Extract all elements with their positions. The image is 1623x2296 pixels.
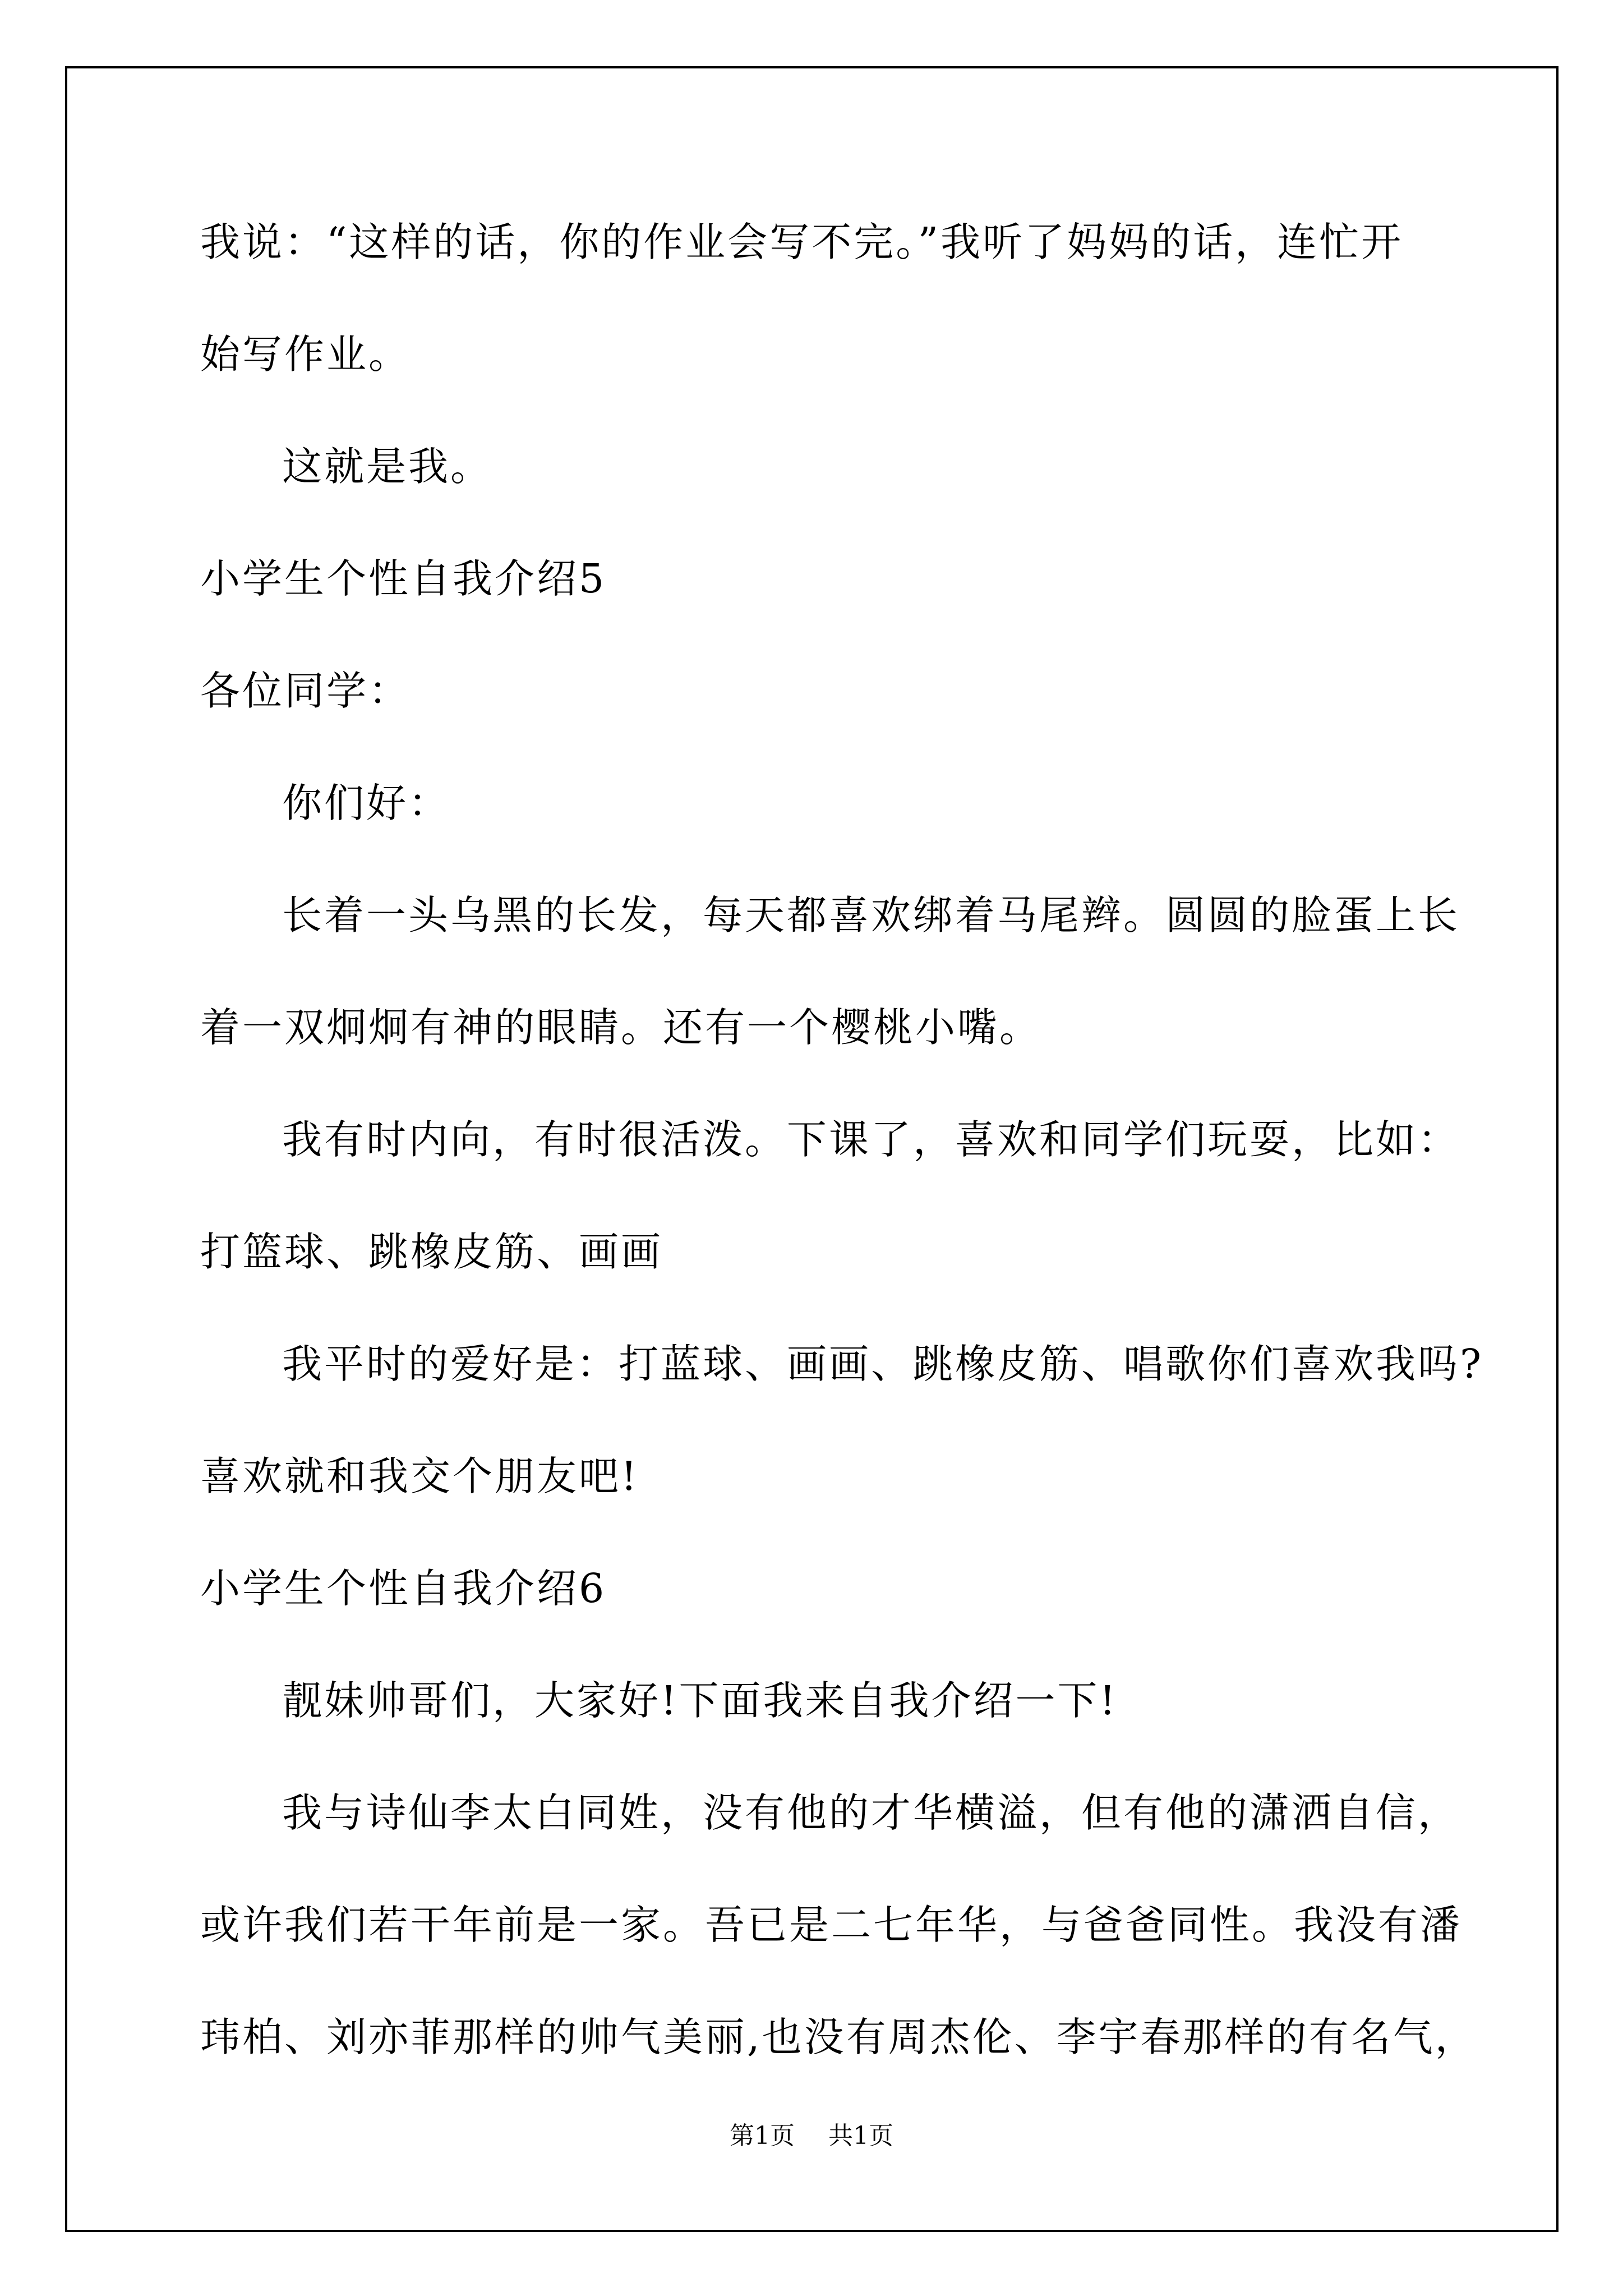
paragraph-line: 靓妹帅哥们，大家好!下面我来自我介绍一下! <box>282 1677 1118 1724</box>
section-heading: 小学生个性自我介绍5 <box>200 555 607 602</box>
paragraph-line: 我说：“这样的话，你的作业会写不完。”我听了妈妈的话，连忙开 <box>200 219 1404 265</box>
paragraph-line: 始写作业。 <box>200 331 411 378</box>
page-footer <box>0 2119 1623 2153</box>
paragraph-line: 我与诗仙李太白同姓，没有他的才华横溢，但有他的潇洒自信， <box>282 1789 1460 1836</box>
paragraph-line: 打篮球、跳橡皮筋、画画 <box>200 1228 663 1275</box>
page-number-total: 共1页 <box>828 2122 893 2150</box>
paragraph-line: 喜欢就和我交个朋友吧! <box>200 1453 639 1499</box>
paragraph-line: 着一双炯炯有神的眼睛。还有一个樱桃小嘴。 <box>200 1004 1042 1051</box>
paragraph-line: 我平时的爱好是：打蓝球、画画、跳橡皮筋、唱歌你们喜欢我吗? <box>282 1341 1484 1387</box>
paragraph-line: 或许我们若干年前是一家。吾已是二七年华，与爸爸同性。我没有潘 <box>200 1902 1463 1948</box>
paragraph-line: 这就是我。 <box>282 443 493 490</box>
paragraph-line: 玮柏、刘亦菲那样的帅气美丽,也没有周杰伦、李宇春那样的有名气， <box>200 2014 1477 2060</box>
paragraph-line: 你们好： <box>282 780 451 826</box>
paragraph-line: 各位同学： <box>200 668 411 714</box>
page-number-current: 第1页 <box>730 2122 795 2150</box>
paragraph-line: 我有时内向，有时很活泼。下课了，喜欢和同学们玩耍，比如： <box>282 1116 1460 1163</box>
paragraph-line: 长着一头乌黑的长发，每天都喜欢绑着马尾辫。圆圆的脸蛋上长 <box>282 892 1460 938</box>
section-heading: 小学生个性自我介绍6 <box>200 1565 607 1612</box>
